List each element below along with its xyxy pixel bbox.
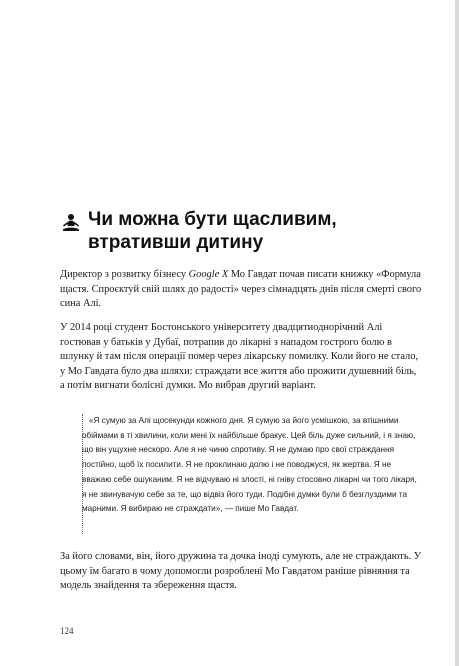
intro-text-end: Мо Гавдат почав писати книжку «Формула щастя. Спроєктуй свій шлях до радості» через сімнадцять днів після смерті свого сина Алі. (60, 269, 422, 310)
block-quote (82, 414, 417, 517)
title-line-2: втративши дитину (88, 232, 264, 253)
section-heading (60, 208, 450, 254)
quote-text: «Я сумую за Алі щосекунди кожного дня. Я сумую за його усмішкою, за втішними обіймами в ті хвилини, коли мені їх найбільше бракує. Цей біль дуже сильний, і я знаю, що він ущухне нескоро. Але я не чиню спротиву. Я не думаю про свої страждання постійно, щоб їх посилити. Я не проклинаю долю і не поводжуся, як жертва. Я не вважаю себе ошуканим. Я не відчуваю ні злості, ні гніву стосовно лікарні чи того лікаря, я не звинувачую себе за те, що відвіз його туди. Подібні думки були б безглуздими та марними. Я вибираю не страждати», — пише Мо Гавдат. (82, 416, 417, 514)
company-name: Google X (188, 269, 229, 280)
paragraph-story: У 2014 році студент Бостонського університету двадцятиоднорічний Алі гостював у батьків у Дубаї, потрапив до лікарні з нападом гострого болю в шлунку й там після операції помер через лікарську помилку. Коли його не стало, у Мо Гавдата було два шляхи: страждати все життя або прожити душевний біль, а потім вигнати болісні думки. Мо вибрав другий варіант. (60, 322, 419, 392)
paragraph-intro (60, 268, 422, 312)
page-number: 124 (60, 626, 74, 636)
section-title (88, 208, 337, 254)
paragraph-conclusion: За його словами, він, його дружина та дочка іноді сумують, але не страждають. У цьому їм багато в чому допомогли розроблені Мо Гавдатом раніше рівняння та модель знайдення та збереження щастя. (60, 551, 422, 592)
title-line-1: Чи можна бути щасливим, (88, 209, 337, 230)
intro-text-start: Директор з розвитку бізнесу (60, 269, 189, 280)
meditation-icon (60, 212, 82, 234)
page-edge (455, 0, 459, 666)
